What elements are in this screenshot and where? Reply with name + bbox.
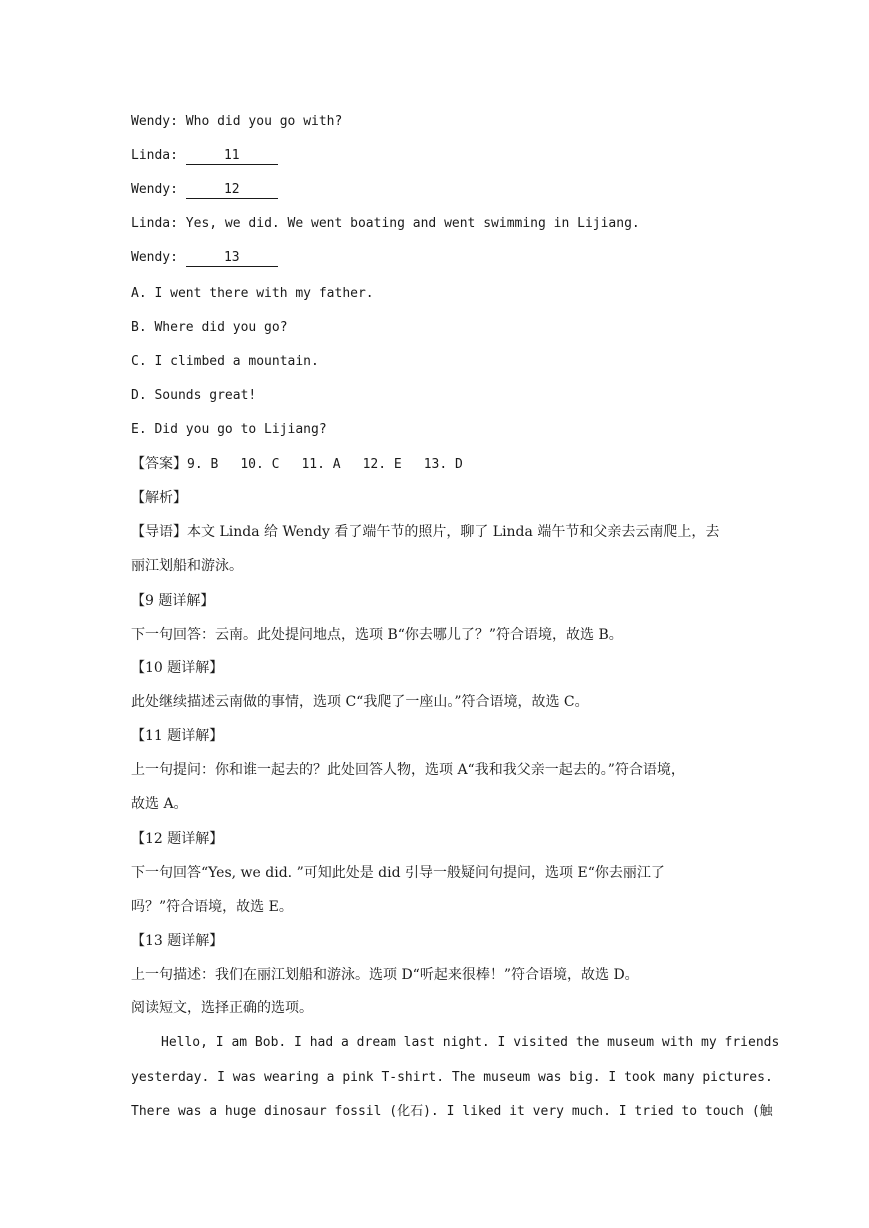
explanation-12-text-1: 下一句回答“Yes, we did. ”可知此处是 did 引导一般疑问句提问，选项 E“你去丽江了 <box>131 865 665 881</box>
explanation-13-text: 上一句描述：我们在丽江划船和游泳。选项 D“听起来很棒！”符合语境，故选 D。 <box>131 967 639 983</box>
explanation-13-title: 【13 题详解】 <box>131 933 224 949</box>
answer-blank: 12 <box>186 182 278 199</box>
guide-line-1: 【导语】本文 Linda 给 Wendy 看了端午节的照片，聊了 Linda 端午节和父亲去云南爬上，去 <box>131 524 720 540</box>
answer-item: 10. C <box>240 457 280 472</box>
explanation-9-text: 下一句回答：云南。此处提问地点，选项 B“你去哪儿了？”符合语境，故选 B。 <box>131 627 623 643</box>
answer-item: 13. D <box>423 457 463 472</box>
passage-line-1: Hello, I am Bob. I had a dream last night. I visited the museum with my friends <box>161 1035 780 1050</box>
explanation-11-text-1: 上一句提问：你和谁一起去的？此处回答人物，选项 A“我和我父亲一起去的。”符合语境， <box>131 762 685 778</box>
explanation-12-text-2: 吗？”符合语境，故选 E。 <box>131 899 293 915</box>
explanation-12-title: 【12 题详解】 <box>131 831 224 847</box>
speaker: Linda: <box>131 148 178 163</box>
reading-instruction: 阅读短文，选择正确的选项。 <box>131 1000 313 1016</box>
answer-item: 9. B <box>187 457 219 472</box>
dialogue-text: Who did you go with? <box>185 114 343 129</box>
answer-label: 【答案】 <box>131 456 187 472</box>
dialogue-text: Yes, we did. We went boating and went swimming in Lijiang. <box>185 216 640 231</box>
answer-blank: 13 <box>186 250 278 267</box>
answer-blank: 11 <box>186 148 278 165</box>
dialogue-line-4 <box>131 215 640 233</box>
guide-line-2: 丽江划船和游泳。 <box>131 558 243 574</box>
passage-line-3: There was a huge dinosaur fossil (化石). I liked it very much. I tried to touch (触 <box>131 1104 773 1119</box>
explanation-11-title: 【11 题详解】 <box>131 728 224 744</box>
dialogue-line-5 <box>131 249 278 267</box>
passage-line-2: yesterday. I was wearing a pink T-shirt. The museum was big. I took many pictures. <box>131 1070 773 1085</box>
explanation-9-title: 【9 题详解】 <box>131 593 215 609</box>
explanation-10-title: 【10 题详解】 <box>131 660 224 676</box>
dialogue-line-2 <box>131 147 278 165</box>
speaker: Wendy: <box>131 114 178 129</box>
dialogue-line-3 <box>131 181 278 199</box>
explanation-11-text-2: 故选 A。 <box>131 796 188 812</box>
option-c: C. I climbed a mountain. <box>131 354 319 369</box>
option-b: B. Where did you go? <box>131 320 288 335</box>
speaker: Wendy: <box>131 250 178 265</box>
answer-line <box>131 455 485 474</box>
answer-item: 11. A <box>301 457 341 472</box>
analysis-label: 【解析】 <box>131 490 187 506</box>
explanation-10-text: 此处继续描述云南做的事情，选项 C“我爬了一座山。”符合语境，故选 C。 <box>131 694 589 710</box>
option-d: D. Sounds great! <box>131 388 257 403</box>
speaker: Wendy: <box>131 182 178 197</box>
dialogue-line-1 <box>131 113 342 131</box>
speaker: Linda: <box>131 216 178 231</box>
option-a: A. I went there with my father. <box>131 286 374 301</box>
option-e: E. Did you go to Lijiang? <box>131 422 327 437</box>
answer-item: 12. E <box>362 457 402 472</box>
